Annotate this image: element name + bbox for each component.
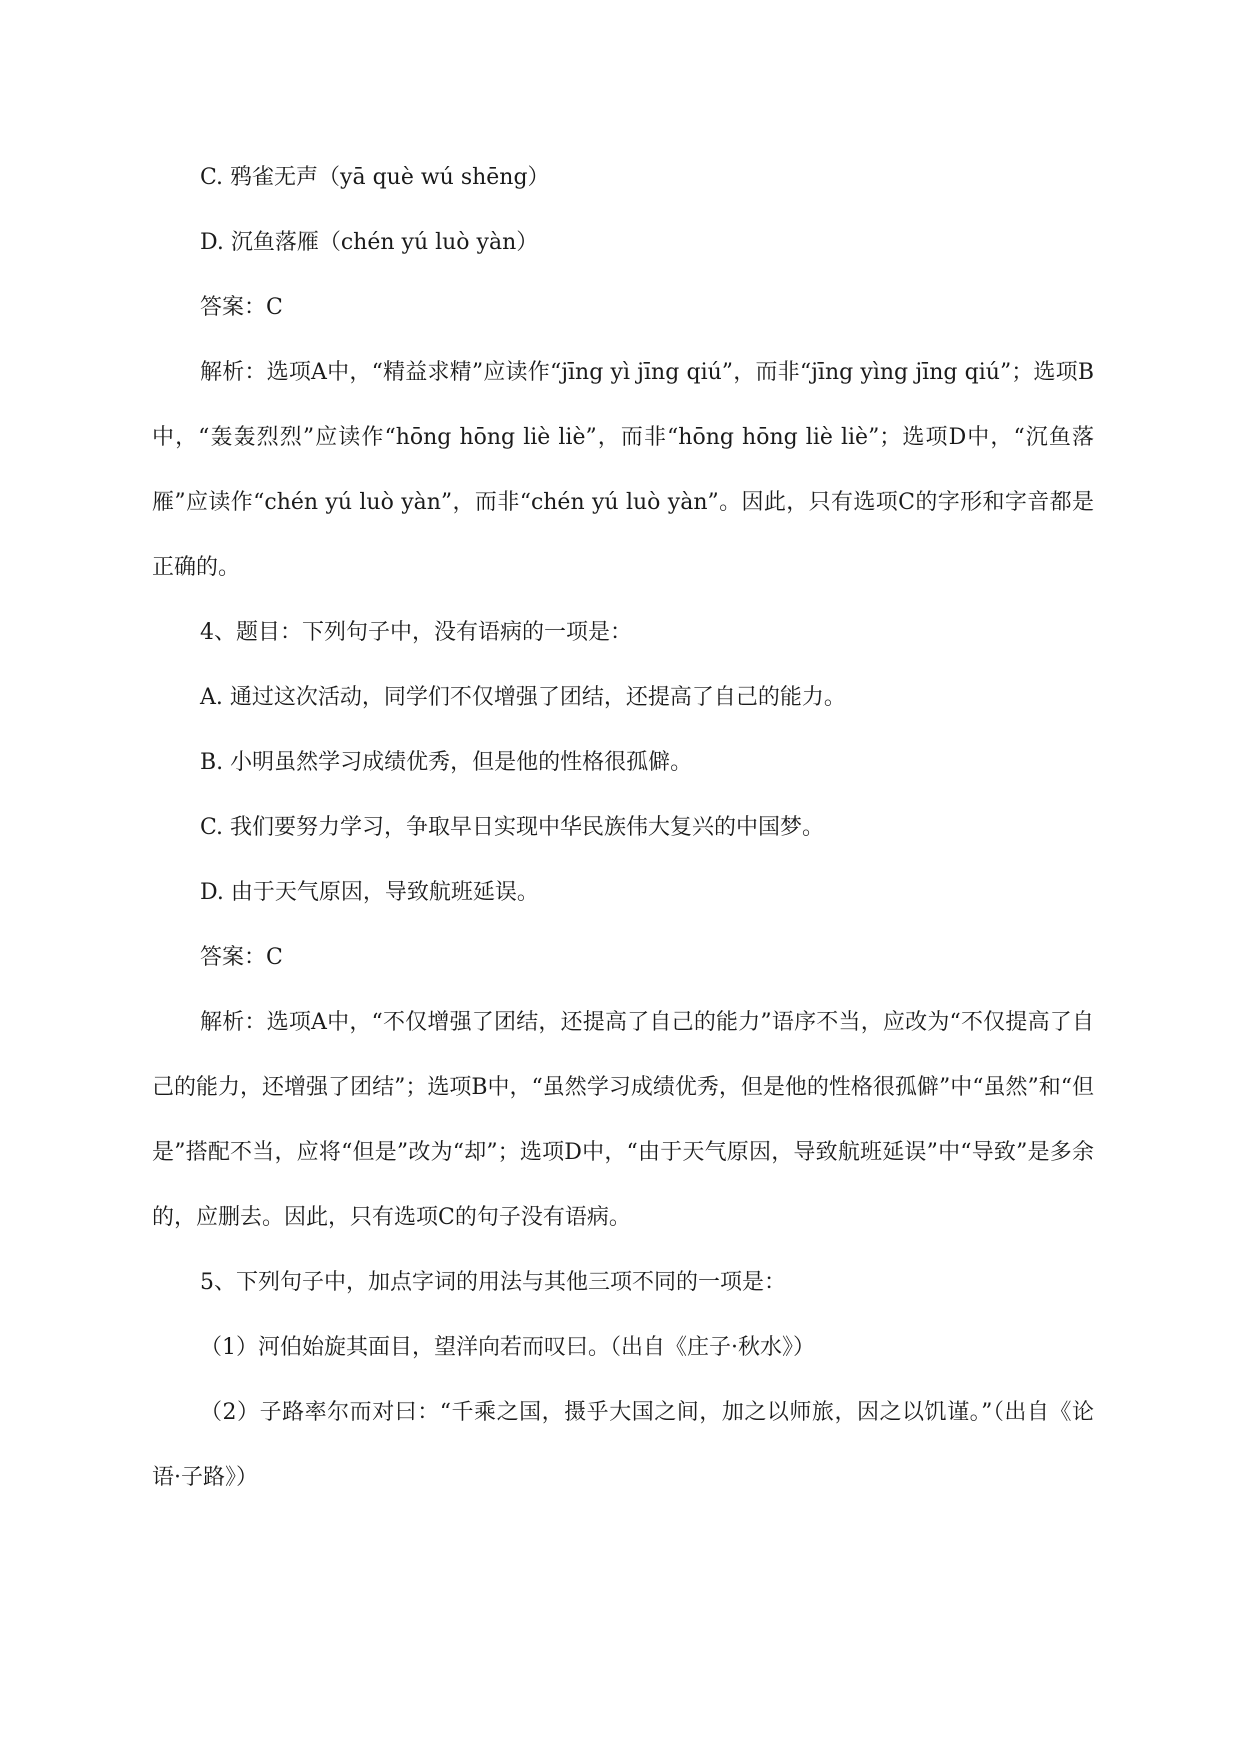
option-d-line: D. 由于天气原因，导致航班延误。	[200, 880, 539, 905]
document-body	[152, 145, 1094, 1510]
sentence-2-paragraph: （2）子路率尔而对曰：“千乘之国，摄乎大国之间，加之以师旅，因之以饥谨。”（出自《论语·子路》）	[152, 1400, 1094, 1490]
option-c-line: C. 我们要努力学习，争取早日实现中华民族伟大复兴的中国梦。	[200, 815, 825, 840]
question-5-title: 5、下列句子中，加点字词的用法与其他三项不同的一项是：	[200, 1270, 786, 1295]
explanation-paragraph: 解析：选项A中，“不仅增强了团结，还提高了自己的能力”语序不当，应改为“不仅提高了自己的能力，还增强了团结”；选项B中，“虽然学习成绩优秀，但是他的性格很孤僻”中“虽然”和“但是”搭配不当，应将“但是”改为“却”；选项D中，“由于天气原因，导致航班延误”中“导致”是多余的，应删去。因此，只有选项C的句子没有语病。	[152, 1010, 1094, 1230]
option-d-line: D. 沉鱼落雁（chén yú luò yàn）	[200, 230, 539, 255]
option-b-line: B. 小明虽然学习成绩优秀，但是他的性格很孤僻。	[200, 750, 693, 775]
answer-line: 答案：C	[200, 945, 283, 970]
answer-line: 答案：C	[200, 295, 283, 320]
question-4-title: 4、题目：下列句子中，没有语病的一项是：	[200, 620, 632, 645]
explanation-paragraph: 解析：选项A中，“精益求精”应读作“jīng yì jīng qiú”，而非“jīng yìng jīng qiú”；选项B中，“轰轰烈烈”应读作“hōng hōng liè liè”，而非“hōng hōng liè liè”；选项D中，“沉鱼落雁”应读作“chén yú luò yàn”，而非“chén yú luò yàn”。因此，只有选项C的字形和字音都是正确的。	[152, 360, 1094, 580]
option-c-line: C. 鸦雀无声（yā què wú shēng）	[200, 165, 550, 190]
option-a-line: A. 通过这次活动，同学们不仅增强了团结，还提高了自己的能力。	[200, 685, 846, 710]
sentence-1-line: （1）河伯始旋其面目，望洋向若而叹曰。（出自《庄子·秋水》）	[200, 1335, 815, 1360]
